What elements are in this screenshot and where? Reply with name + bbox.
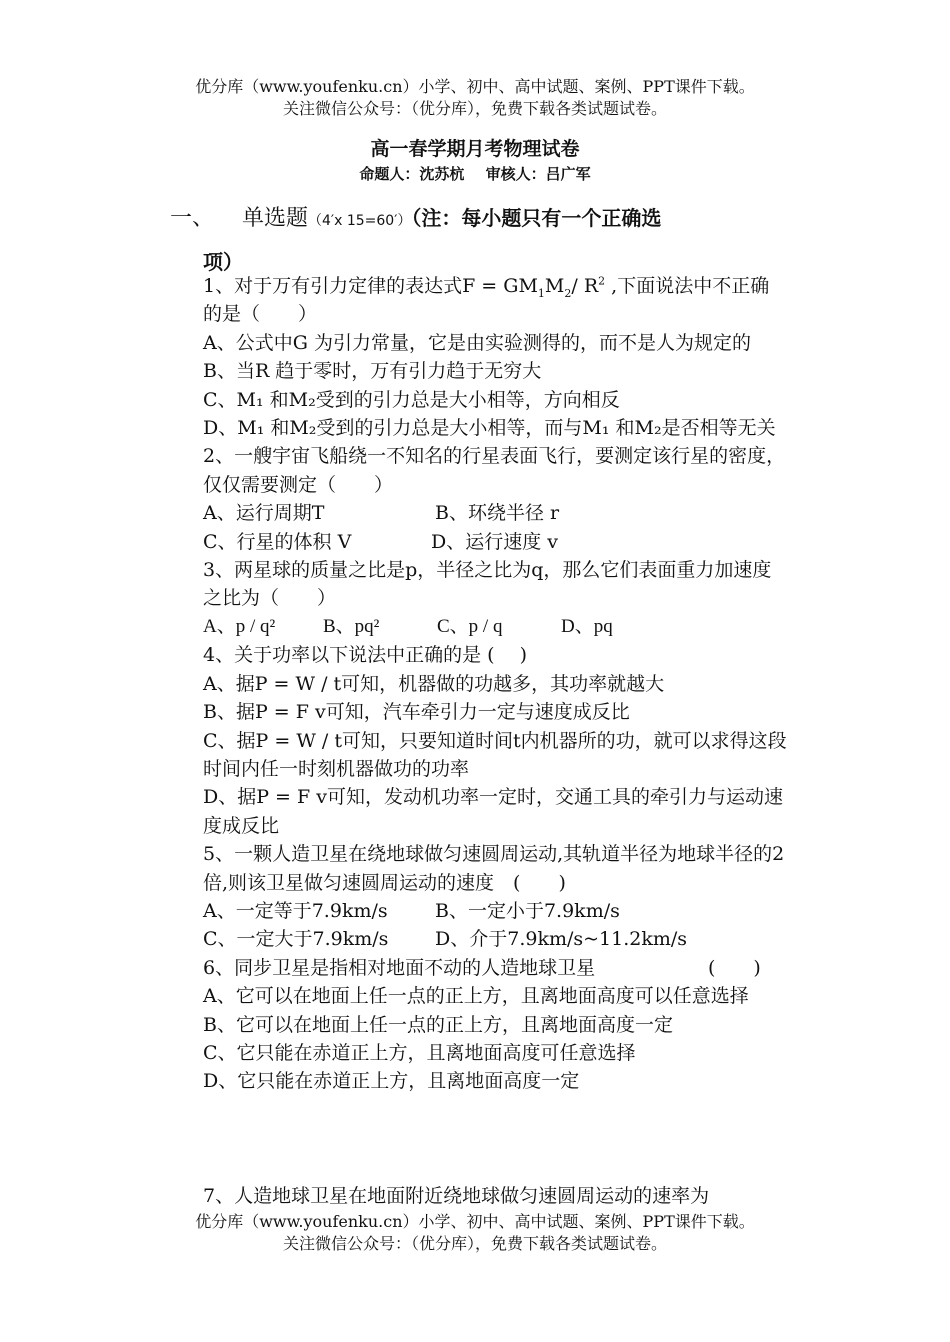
q6-option-d: D、它只能在赤道正上方，且离地面高度一定 <box>203 1070 580 1093</box>
section-note: （注：每小题只有一个正确选 <box>411 206 662 230</box>
q4-option-c: C、据P = W / t可知，只要知道时间t内机器所的功，就可以求得这段时间内任一时刻机器做功的功率 <box>203 729 787 780</box>
section-note-cont: 项） <box>203 250 243 274</box>
q2-stem: 2、一艘宇宙飞船绕一不知名的行星表面飞行，要测定该行星的密度，仅仅需要测定（ ） <box>203 445 786 496</box>
q6-option-b: B、它可以在地面上任一点的正上方，且离地面高度一定 <box>203 1013 673 1036</box>
question-body <box>203 272 788 1096</box>
section-score: （4′x 15=60′） <box>308 213 412 229</box>
q5-option-a: A、一定等于7.9km/s <box>203 899 388 922</box>
author-maker: 命题人：沈苏杭 <box>359 165 465 183</box>
section-heading <box>170 204 790 235</box>
q5-options-cd <box>203 925 788 953</box>
page-title: 高一春学期月考物理试卷 <box>370 138 580 160</box>
section-name: 单选题 <box>242 206 309 231</box>
q3-option-b: B、pq² <box>323 615 380 637</box>
q6-stem: 6、同步卫星是指相对地面不动的人造地球卫星 ( ) <box>203 956 761 979</box>
q3-options <box>203 613 788 641</box>
q2-options-cd <box>203 528 788 556</box>
q1-option-d: D、M₁ 和M₂受到的引力总是大小相等，而与M₁ 和M₂是否相等无关 <box>203 417 776 440</box>
q5-option-c: C、一定大于7.9km/s <box>203 928 389 951</box>
q7-stem: 7、人造地球卫星在地面附近绕地球做匀速圆周运动的速率为 <box>203 1185 710 1207</box>
footer-line-1: 优分库（www.youfenku.cn）小学、初中、高中试题、案例、PPT课件下载。 <box>195 1212 755 1231</box>
q3-stem: 3、两星球的质量之比是p，半径之比为q，那么它们表面重力加速度之比为（ ） <box>203 559 772 610</box>
q2-option-c: C、行星的体积 V <box>203 530 352 553</box>
q2-option-a: A、运行周期T <box>203 502 325 525</box>
q2-option-b: B、环绕半径 r <box>435 502 560 525</box>
q1-stem: 1、对于万有引力定律的表达式$F = GM_1M_2/$ $R^2$ ,下面说法中不正确的是（ ） <box>203 274 770 326</box>
q3-option-d: D、pq <box>561 615 613 637</box>
q5-options-ab <box>203 897 788 925</box>
q5-option-d: D、介于7.9km/s~11.2km/s <box>435 928 688 951</box>
q4-option-b: B、据P = F v可知，汽车牵引力一定与速度成反比 <box>203 701 630 724</box>
q3-option-a: A、p / q² <box>203 615 276 637</box>
footer-line-2: 关注微信公众号：（优分库），免费下载各类试题试卷。 <box>282 1234 667 1253</box>
q6-blank: ( ) <box>708 956 761 979</box>
q6-option-c: C、它只能在赤道正上方，且离地面高度可任意选择 <box>203 1041 636 1064</box>
q1-option-c: C、M₁ 和M₂受到的引力总是大小相等，方向相反 <box>203 388 620 411</box>
header-line-1: 优分库（www.youfenku.cn）小学、初中、高中试题、案例、PPT课件下载。 <box>195 77 755 96</box>
q2-option-d: D、运行速度 v <box>431 530 559 553</box>
q3-option-c: C、p / q <box>437 615 503 637</box>
q1-option-a: A、公式中G 为引力常量，它是由实验测得的，而不是人为规定的 <box>203 331 751 354</box>
section-number: 一、 <box>170 206 215 231</box>
q5-stem: 5、一颗人造卫星在绕地球做匀速圆周运动,其轨道半径为地球半径的2倍,则该卫星做匀速圆周运动的速度 ( ) <box>203 843 785 894</box>
q4-stem: 4、关于功率以下说法中正确的是 ( ) <box>203 644 527 667</box>
authors <box>0 163 950 184</box>
q6-option-a: A、它可以在地面上任一点的正上方，且离地面高度可以任意选择 <box>203 985 749 1008</box>
q5-option-b: B、一定小于7.9km/s <box>435 899 620 922</box>
author-reviewer: 审核人：吕广军 <box>485 165 591 183</box>
q4-option-d: D、据P = F v可知，发动机功率一定时，交通工具的牵引力与运动速度成反比 <box>203 786 783 837</box>
q2-options-ab <box>203 499 788 527</box>
header-line-2: 关注微信公众号：（优分库），免费下载各类试题试卷。 <box>282 99 667 118</box>
q1-option-b: B、当R 趋于零时，万有引力趋于无穷大 <box>203 360 542 383</box>
q4-option-a: A、据P = W / t可知，机器做的功越多，其功率就越大 <box>203 672 665 695</box>
